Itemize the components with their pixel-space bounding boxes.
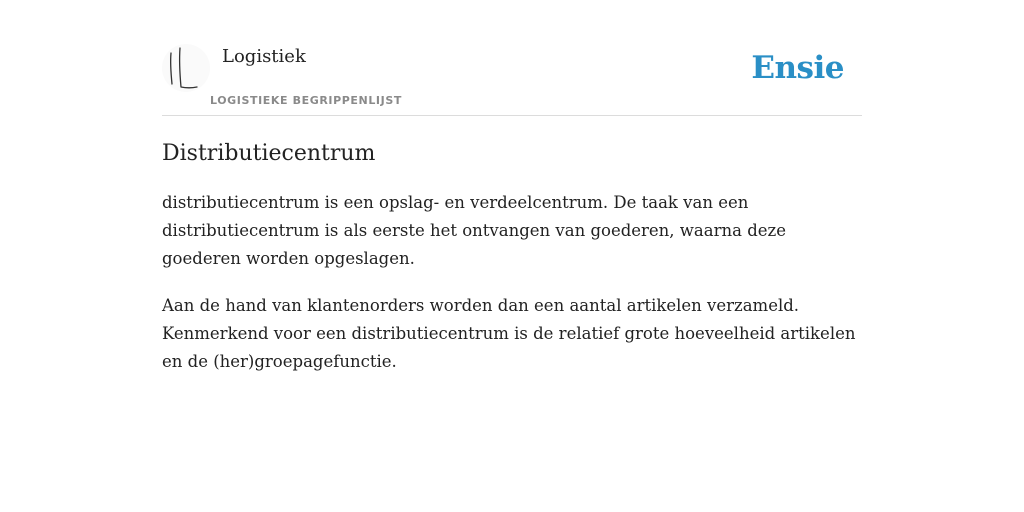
- site-subtitle: LOGISTIEKE BEGRIPPENLIJST: [210, 94, 402, 107]
- ensie-brand-link[interactable]: Ensie: [751, 50, 844, 86]
- entry-title: Distributiecentrum: [162, 141, 376, 166]
- entry-content: [162, 138, 862, 395]
- handwritten-il-logo-icon: [162, 44, 210, 92]
- site-logo[interactable]: [162, 44, 210, 92]
- definition-paragraph-2: Aan de hand van klantenorders worden dan een aantal artikelen verzameld. Kenmerkend voor een distributiecentrum is de relatief grote hoeveelheid artikelen en de (her)groepagefunctie.: [162, 296, 856, 371]
- site-title[interactable]: Logistiek: [222, 46, 306, 67]
- site-header: [162, 40, 862, 116]
- definition-paragraph-1: distributiecentrum is een opslag- en verdeelcentrum. De taak van een distributiecentrum is als eerste het ontvangen van goederen, waarna deze goederen worden opgeslagen.: [162, 193, 786, 268]
